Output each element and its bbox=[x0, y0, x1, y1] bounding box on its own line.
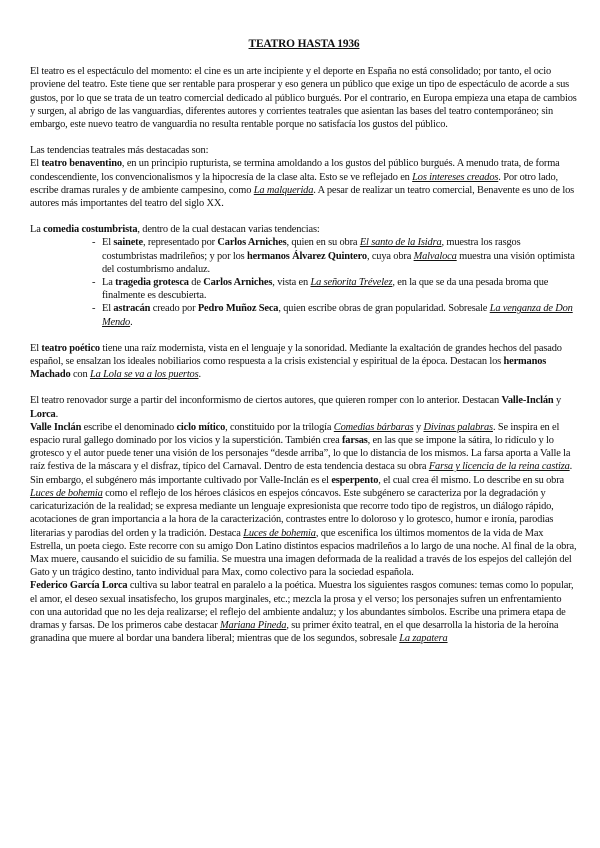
tendencias-intro: Las tendencias teatrales más destacadas son: bbox=[30, 145, 209, 157]
dash-bullet: - bbox=[92, 237, 96, 249]
dash-bullet: - bbox=[92, 277, 96, 289]
work-title: La zapatera bbox=[399, 633, 448, 645]
term-comedia-costumbrista: comedia costumbrista bbox=[43, 224, 138, 236]
work-title: Luces de bohemia bbox=[30, 487, 103, 499]
lorca-paragraph: Federico García Lorca cultiva su labor teatral en paralelo a la poética. Muestra los siguientes rasgos comunes: temas como lo popular, el amor, el deseo sexual insatisfecho, los grupos marginales, etc.; mezcla la prosa y el verso; los personajes sufren un enfrentamiento con una autoridad que no les deja realizarse; el reflejo del ambiente andaluz; y los abundantes símbolos. Escribe una primera etapa de dramas y farsas. De los primeros cabe destacar Mariana Pineda, su primer éxito teatral, en el que desarrolla la historia de la heroína granadina que muere al bordar una bandera liberal; mientras que de los segundos, sobresale La zapatera bbox=[30, 580, 574, 645]
work-title: La Lola se va a los puertos bbox=[89, 369, 199, 381]
benaventino-paragraph: El teatro benaventino, en un principio rupturista, se termina amoldando a los gustos del público burgués. A menudo trata, de forma condescendiente, los convencionalismos y la hipocresía de la clase alta. Esto se ve reflejado en Los intereses creados. Por otro lado, escribe dramas rurales y de ambiente campesino, como La malquerida. A pesar de realizar un teatro comercial, Benavente es uno de los autores más importantes del teatro del siglo XX. bbox=[30, 158, 575, 210]
work-title: Comedias bárbaras bbox=[333, 421, 414, 433]
list-item: - La tragedia grotesca de Carlos Arniches, vista en La señorita Trévelez, en la que se da una pesada broma que finalmente es descubierta. bbox=[92, 277, 549, 302]
costumbrista-paragraph: La comedia costumbrista, dentro de la cual destacan varias tendencias: bbox=[30, 224, 320, 236]
work-title: Divinas palabras bbox=[423, 421, 493, 433]
term-teatro-benaventino: teatro benaventino bbox=[41, 158, 122, 170]
document-title: TEATRO HASTA 1936 bbox=[248, 38, 360, 50]
work-title: La señorita Trévelez bbox=[310, 277, 393, 289]
work-title: Luces de bohemia bbox=[243, 527, 316, 539]
list-item: - El sainete, representado por Carlos Arniches, quien en su obra El santo de la Isidra, muestra los rasgos costumbristas madrileños; y por los hermanos Álvarez Quintero, cuya obra Malvaloca muestra una visión optimista del costumbrismo andaluz. bbox=[92, 237, 575, 275]
work-title: Los intereses creados bbox=[412, 171, 499, 183]
work-title: Mariana Pineda bbox=[220, 619, 287, 631]
poetico-paragraph: El teatro poético tiene una raíz modernista, vista en el lenguaje y la sonoridad. Mediante la exaltación de grandes hechos del pasado español, se ensalzan los ideales nobiliarios como respuesta a la crisis existencial y espiritual de la época. Destacan los hermanos Machado con La Lola se va a los puertos. bbox=[30, 342, 562, 381]
term-teatro-poetico: teatro poético bbox=[41, 342, 100, 354]
list-item: - El astracán creado por Pedro Muñoz Seca, quien escribe obras de gran popularidad. Sobresale La venganza de Don Mendo. bbox=[92, 303, 573, 328]
work-title: Farsa y licencia de la reina castiza bbox=[428, 461, 570, 473]
renovador-paragraph: El teatro renovador surge a partir del inconformismo de ciertos autores, que quieren romper con lo anterior. Destacan Valle-Inclán y Lorca. bbox=[30, 395, 562, 420]
costumbrista-list bbox=[30, 236, 578, 328]
intro-paragraph: El teatro es el espectáculo del momento: el cine es un arte incipiente y el deporte en España no está consolidado; por tanto, el ocio proviene del teatro. Este tiene que ser rentable para prosperar y eso genera un público que exige un tipo de espectáculo de acorde a sus gustos, por lo que se trata de un teatro comercial dedicado al público burgués. Por el contrario, en Europa empieza una etapa de cambios y surgen, al abrigo de las vanguardias, diferentes autores y corrientes teatrales que asientan las bases del teatro contemporáneo; sin embargo, este nuevo teatro de vanguardia no resulta rentable porque no satisfacía los gustos del público. bbox=[30, 66, 577, 131]
work-title: La venganza de Don Mendo bbox=[102, 303, 573, 328]
work-title: La malquerida bbox=[253, 184, 314, 196]
document-page bbox=[30, 38, 578, 645]
work-title: Malvaloca bbox=[413, 250, 457, 262]
dash-bullet: - bbox=[92, 303, 96, 315]
valle-inclan-paragraph: Valle Inclán escribe el denominado ciclo mítico, constituido por la trilogía Comedias bárbaras y Divinas palabras. Se inspira en el espacio rural gallego dominado por los vicios y la superstición. También crea farsas, en las que se impone la sátira, lo ridículo y lo grotesco y el autor puede tener una visión de los personajes “desde arriba”, lo que lo distancia de los mismos. La farsa aporta a Valle la raíz festiva de la máscara y el disfraz, típico del Carnaval. Dentro de esta tendencia destaca su obra Farsa y licencia de la reina castiza. Sin embargo, el subgénero más importante cultivado por Valle-Inclán es el esperpento, el cual crea él mismo. Lo describe en su obra Luces de bohemia como el reflejo de los héroes clásicos en espejos cóncavos. Este subgénero se caracteriza por la degradación y caricaturización de la realidad; se expresa mediante un lenguaje expresionista que recorre todo tipo de registros, un diálogo rápido, acotaciones de gran importancia a la hora de la caracterización, contrastes entre lo doloroso y lo grotesco, humor e ironía, parodias literarias y parodias del orden y la tradición. Destaca Luces de bohemia, que escenifica los últimos momentos de la vida de Max Estrella, un poeta ciego. Este recorre con su amigo Don Latino distintos espacios madrileños a lo largo de una noche. Al final de la obra, Max muere, causando el suicidio de su familia. Se muestra una imagen deformada de la realidad a través de los espejos del callejón del Gato y un trágico destino, tanto individual para Max, como colectivo para la sociedad española. bbox=[30, 421, 577, 579]
work-title: El santo de la Isidra bbox=[359, 237, 442, 249]
